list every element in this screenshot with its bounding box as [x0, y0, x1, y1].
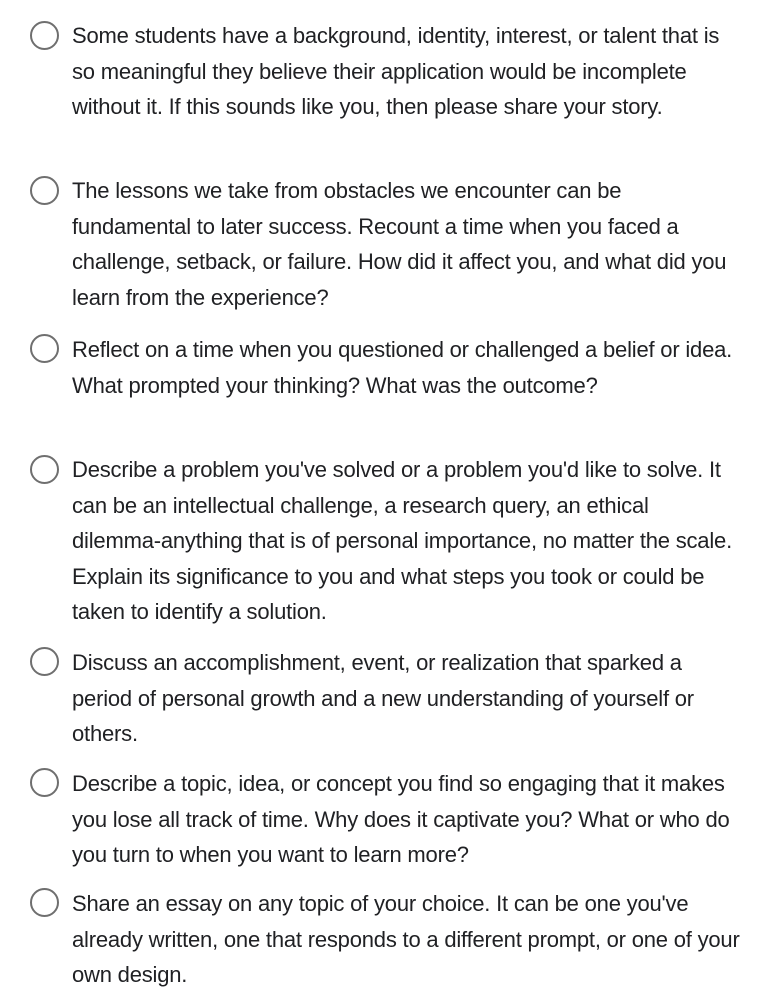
- radio-button-icon[interactable]: [30, 888, 59, 917]
- option-label[interactable]: Describe a problem you've solved or a problem you'd like to solve. It can be an intellectual challenge, a research query, an ethical dilemma-anything that is of personal importance, no matter the scale. Explain its significance to you and what steps you took or could be taken to identify a solution.: [72, 457, 732, 625]
- option-label[interactable]: Some students have a background, identity, interest, or talent that is so meaningful they believe their application would be incomplete without it. If this sounds like you, then please share your story.: [72, 23, 720, 120]
- radio-button-icon[interactable]: [30, 455, 59, 484]
- radio-button-icon[interactable]: [30, 176, 59, 205]
- radio-button-icon[interactable]: [30, 647, 59, 676]
- radio-button-icon[interactable]: [30, 334, 59, 363]
- option-label[interactable]: Discuss an accomplishment, event, or realization that sparked a period of personal growth and a new understanding of yourself or others.: [72, 650, 694, 747]
- radio-button-icon[interactable]: [30, 21, 59, 50]
- option-label[interactable]: Share an essay on any topic of your choice. It can be one you've already written, one that responds to a different prompt, or one of your own design.: [72, 891, 740, 988]
- radio-button-icon[interactable]: [30, 768, 59, 797]
- option-label[interactable]: Describe a topic, idea, or concept you find so engaging that it makes you lose all track of time. Why does it captivate you? What or who do you turn to when you want to learn more?: [72, 771, 730, 868]
- option-label[interactable]: Reflect on a time when you questioned or challenged a belief or idea. What prompted your thinking? What was the outcome?: [72, 337, 733, 398]
- option-label[interactable]: The lessons we take from obstacles we encounter can be fundamental to later success. Recount a time when you faced a challenge, setback, or failure. How did it affect you, and what did you learn from the experience?: [72, 178, 727, 310]
